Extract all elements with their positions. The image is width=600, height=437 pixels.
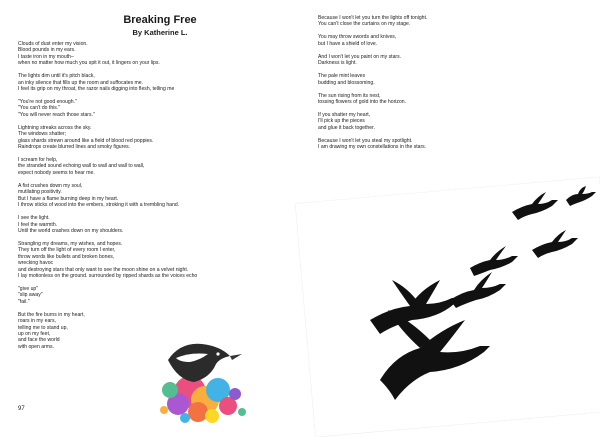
poem-line: telling me to stand up,	[18, 324, 68, 331]
poem-line: But I have a flame burning deep in my heart.	[18, 195, 119, 202]
poem-line: You can't close the curtains on my stage.	[318, 21, 411, 28]
poem-line: mutilating positivity.	[18, 189, 62, 196]
poem-line: "give up"	[18, 285, 39, 292]
poem-line: budding and blossoming.	[318, 79, 375, 86]
poem-line: I throw sticks of wood into the embers, stroking it with a trembling hand.	[18, 202, 180, 209]
poem-title: Breaking Free	[123, 14, 197, 26]
stanza	[18, 41, 197, 67]
poem-line: Darkness is light.	[318, 60, 357, 67]
stanza	[18, 183, 197, 209]
poem-line: They turn off the light of every room I enter,	[18, 247, 116, 254]
stanza	[318, 112, 427, 131]
stanza	[18, 157, 197, 176]
stanza	[318, 73, 427, 86]
stanza	[318, 34, 427, 47]
poem-line: The windows shatter;	[18, 131, 67, 138]
poem-line: I'll pick up the pieces	[318, 118, 365, 125]
stanza	[18, 99, 197, 118]
poem-line: throw words like bullets and broken bones,	[18, 253, 115, 260]
poem-line: The sun rising from its nest,	[318, 92, 381, 99]
poem-line: roars in my ears,	[18, 318, 56, 325]
stanza	[18, 73, 197, 92]
poem-line: glass shards strewn around like a field of blood red poppies.	[18, 137, 154, 144]
poem-line: "You will never reach those stars."	[18, 111, 95, 118]
poem-body-left	[18, 41, 197, 357]
poem-line: but I have a shield of love.	[318, 40, 378, 47]
stanza	[318, 138, 427, 151]
poem-line: Because I won't let you steal my spotlight.	[318, 137, 413, 144]
poem-line: the stranded sound echoing wall to wall and wall to wall,	[18, 163, 145, 170]
poem-line: and destroying stars that only want to see the moon shine on a velvet night.	[18, 266, 189, 273]
poem-line: expect nobody seems to hear me.	[18, 169, 95, 176]
left-page	[0, 0, 300, 424]
poem-line: A fist crushes down my soul,	[18, 182, 83, 189]
poem-line: I scream for help,	[18, 157, 58, 164]
poem-line: I taste iron in my mouth–	[18, 53, 74, 60]
poem-line: and face the world	[18, 337, 60, 344]
poem-line: "fail."	[18, 298, 30, 305]
poem-line: And I won't let you paint on my stars.	[318, 53, 402, 60]
poem-line: with open arms.	[18, 343, 54, 350]
poem-line: Until the world crashes down on my shoulders.	[18, 227, 124, 234]
poem-line: when no matter how much you spit it out, it lingers on your lips.	[18, 60, 160, 67]
stanza	[318, 54, 427, 67]
stanza	[18, 125, 197, 151]
poem-line: I feel the warmth.	[18, 221, 58, 228]
poem-line: Blood pounds in my ears.	[18, 47, 76, 54]
poem-line: The pale mint leaves	[318, 73, 366, 80]
poem-line: "slip away"	[18, 292, 43, 299]
poem-line: up on my feet,	[18, 330, 51, 337]
stanza	[18, 241, 197, 279]
poem-line: tossing flowers of gold into the horizon.	[318, 99, 407, 106]
poem-line: Strangling my dreams, my wishes, and hopes.	[18, 240, 123, 247]
poem-line: I see the light.	[18, 215, 50, 222]
flying-geese-icon	[300, 180, 600, 424]
poem-line: and glue it back together.	[318, 124, 375, 131]
stanza	[318, 93, 427, 106]
poem-line: You may throw swords and knives,	[318, 34, 397, 41]
poem-body-right	[318, 15, 427, 157]
poem-line: Because I won't let you turn the lights off tonight.	[318, 15, 428, 21]
poem-line: Lightning streaks across the sky.	[18, 124, 92, 131]
poem-line: an inky silence that fills up the room and suffocates me.	[18, 79, 144, 86]
poem-line: If you shatter my heart,	[318, 112, 371, 119]
poem-line: I am drawing my own constellations in the stars.	[318, 144, 427, 151]
poem-line: The lights dim until it's pitch black,	[18, 73, 95, 80]
poem-line: Raindrops create blurred lines and smoky figures.	[18, 144, 131, 151]
poem-line: "You're not good enough."	[18, 99, 77, 106]
poem-line: Clouds of dust enter my vision.	[18, 41, 88, 47]
poem-line: "You can't do this."	[18, 105, 61, 112]
stanza	[318, 15, 427, 28]
poem-author: By Katherine L.	[132, 28, 188, 37]
stanza	[18, 215, 197, 234]
stanza	[18, 286, 197, 305]
page-number-left: 97	[18, 406, 25, 412]
poem-line: wrecking havoc	[18, 260, 54, 267]
poem-line: But the fire burns in my heart,	[18, 311, 85, 318]
poem-line: I lay motionless on the ground. surrounded by ripped shards as the voices echo	[18, 272, 198, 279]
colorful-bird-icon	[150, 330, 260, 424]
poem-line: I feel its grip on my throat, the razor nails digging into flesh, telling me	[18, 86, 175, 93]
